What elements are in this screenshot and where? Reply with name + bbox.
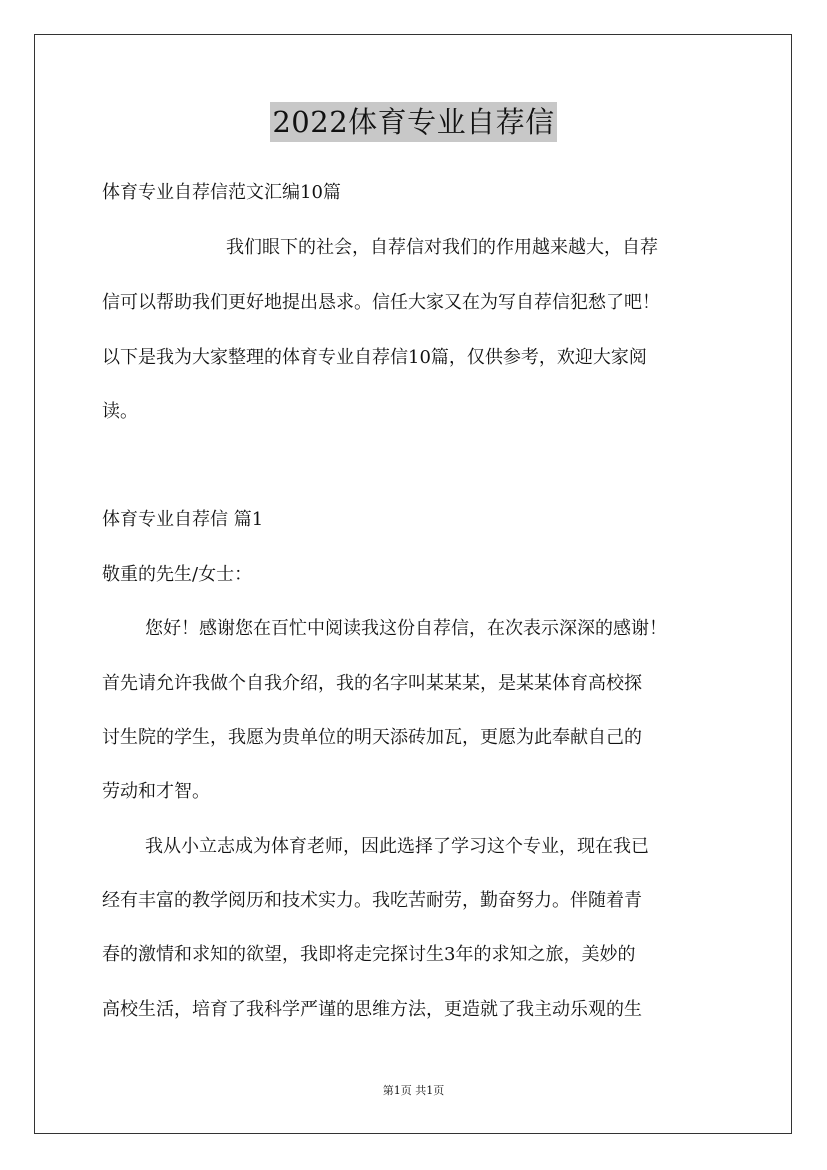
paragraph-line: 高校生活，培育了我科学严谨的思维方法，更造就了我主动乐观的生: [102, 999, 642, 1020]
intro-line: 我们眼下的社会，自荐信对我们的作用越来越大，自荐: [226, 237, 658, 258]
intro-line: 信可以帮助我们更好地提出恳求。信任大家又在为写自荐信犯愁了吧！: [102, 292, 660, 313]
page-number: 第1页 共1页: [382, 1084, 445, 1097]
paragraph-line: 讨生院的学生，我愿为贵单位的明天添砖加瓦，更愿为此奉献自己的: [102, 727, 642, 748]
paragraph-line: 春的激情和求知的欲望，我即将走完探讨生3年的求知之旅，美妙的: [102, 944, 636, 965]
salutation: 敬重的先生/女士：: [102, 564, 253, 585]
paragraph-line: 经有丰富的教学阅历和技术实力。我吃苦耐劳，勤奋努力。伴随着青: [102, 890, 642, 911]
intro-line: 读。: [102, 401, 138, 422]
title-container: [0, 102, 827, 142]
intro-line: 以下是我为大家整理的体育专业自荐信10篇，仅供参考，欢迎大家阅: [102, 347, 647, 368]
paragraph-line: 我从小立志成为体育老师，因此选择了学习这个专业，现在我已: [145, 836, 649, 857]
document-title: 2022体育专业自荐信: [270, 102, 556, 142]
paragraph-line: 劳动和才智。: [102, 781, 210, 802]
document-subtitle: 体育专业自荐信范文汇编10篇: [102, 182, 341, 203]
section-heading: 体育专业自荐信 篇1: [102, 509, 264, 530]
paragraph-line: 首先请允许我做个自我介绍，我的名字叫某某某，是某某体育高校探: [102, 673, 642, 694]
paragraph-line: 您好！感谢您在百忙中阅读我这份自荐信，在次表示深深的感谢！: [145, 618, 667, 639]
